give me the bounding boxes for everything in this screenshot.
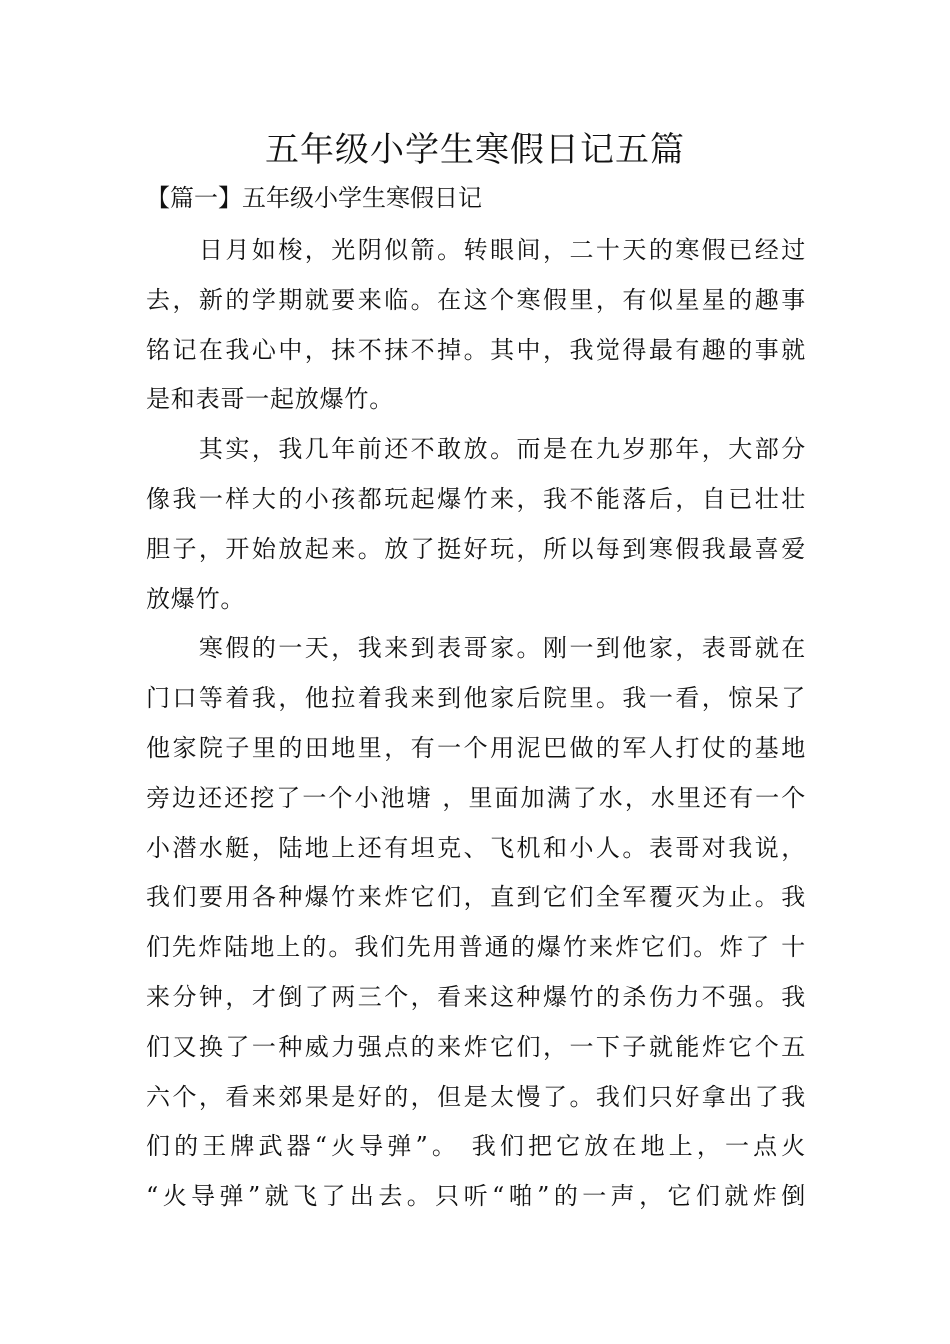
paragraph-2 [146,425,806,624]
text-line: 小潜水艇，陆地上还有坦克、飞机和小人。表哥对我说， [146,833,806,862]
document-body [146,226,806,1222]
text-line: 六个，看来郊果是好的，但是太慢了。我们只好拿出了我 [146,1082,806,1111]
text-line: 是和表哥一起放爆竹。 [146,385,394,414]
text-line: 放爆竹。 [146,584,246,613]
text-line: 们的王牌武器“火导弹”。 我们把它放在地上，一点火 [146,1132,806,1161]
text-line: 其实，我几年前还不敢放。而是在九岁那年，大部分 [146,435,806,464]
paragraph-3 [146,624,806,1222]
document-title: 五年级小学生寒假日记五篇 [265,130,685,170]
text-line: 去，新的学期就要来临。在这个寒假里，有似星星的趣事 [146,285,806,314]
text-line: 我们要用各种爆竹来炸它们，直到它们全军覆灭为止。我 [146,883,806,912]
text-line: 来分钟，才倒了两三个，看来这种爆竹的杀伤力不强。我 [146,982,806,1011]
text-line: 旁边还还挖了一个小池塘 ，里面加满了水，水里还有一个 [146,783,806,812]
paragraph-1 [146,226,806,425]
text-line: 寒假的一天，我来到表哥家。刚一到他家，表哥就在 [146,634,806,663]
text-line: 日月如梭，光阴似箭。转眼间，二十天的寒假已经过 [146,236,806,264]
text-line: 门口等着我，他拉着我来到他家后院里。我一看，惊呆了 [146,684,806,713]
section-heading: 【篇一】五年级小学生寒假日记 [146,184,482,212]
text-line: 们又换了一种威力强点的来炸它们，一下子就能炸它个五 [146,1032,806,1061]
text-line: 他家院子里的田地里，有一个用泥巴做的军人打仗的基地 [146,733,806,762]
text-line: 像我一样大的小孩都玩起爆竹来，我不能落后，自已壮壮 [146,484,806,513]
text-line: 铭记在我心中，抹不抹不掉。其中，我觉得最有趣的事就 [146,335,806,364]
text-line: 胆子，开始放起来。放了挺好玩，所以每到寒假我最喜爱 [146,534,806,563]
text-line: 们先炸陆地上的。我们先用普通的爆竹来炸它们。炸了 十 [146,933,806,962]
text-line: “火导弹”就飞了出去。只听“啪”的一声，它们就炸倒 [146,1182,806,1211]
